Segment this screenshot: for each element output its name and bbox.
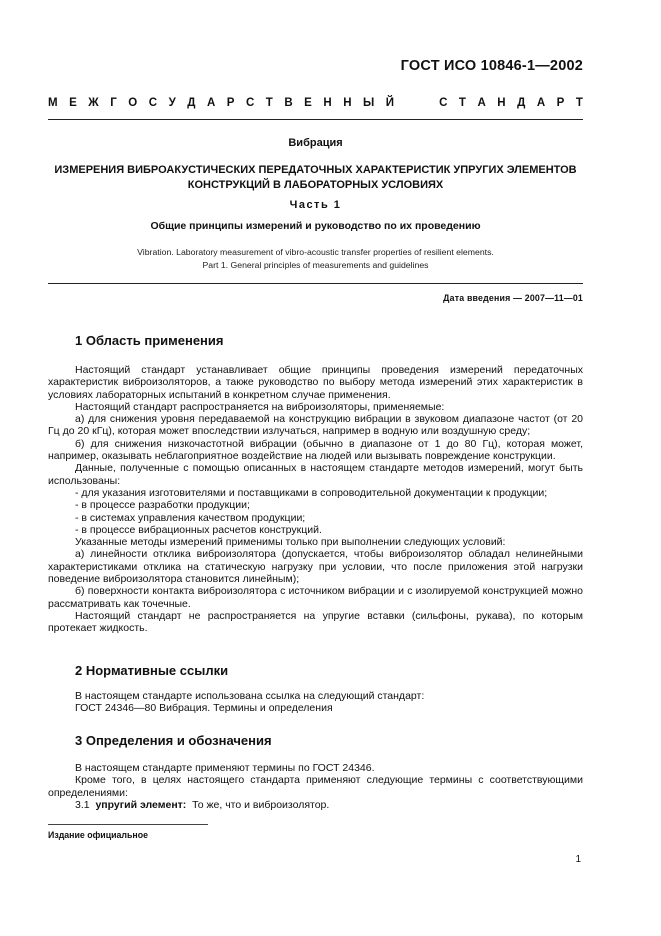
standard-type-heading <box>48 97 583 109</box>
introduction-date: Дата введения — 2007—11—01 <box>443 293 583 303</box>
letter: В <box>284 97 293 109</box>
letter: Т <box>458 97 466 109</box>
letter: О <box>128 97 138 109</box>
letter: Й <box>385 97 395 109</box>
letter: Е <box>69 97 77 109</box>
subtitle: Общие принципы измерений и руководство по их проведению <box>150 220 481 232</box>
english-title-line: Vibration. Laboratory measurement of vibro-acoustic transfer properties of resilient elements. <box>137 247 494 257</box>
letter: Р <box>556 97 565 109</box>
letter: Ж <box>88 97 99 109</box>
list-item: б) поверхности контакта виброизолятора с источником вибрации и с изолируемой конструкцией можно рассматривать как точечные. <box>48 585 583 610</box>
section-heading: 3 Определения и обозначения <box>75 733 272 748</box>
letter: Ы <box>363 97 375 109</box>
part-label: Часть 1 <box>289 199 342 211</box>
list-item: - в процессе вибрационных расчетов конструкций. <box>75 523 322 536</box>
english-title <box>48 246 583 272</box>
section-body <box>48 364 583 635</box>
english-title-line: Part 1. General principles of measurements and guidelines <box>202 260 429 270</box>
letter: Н <box>343 97 352 109</box>
main-title-line: ИЗМЕРЕНИЯ ВИБРОАКУСТИЧЕСКИХ ПЕРЕДАТОЧНЫХ ХАРАКТЕРИСТИК УПРУГИХ ЭЛЕМЕНТОВ <box>54 164 577 176</box>
letter: Р <box>226 97 235 109</box>
letter: Д <box>187 97 196 109</box>
letter: У <box>168 97 176 109</box>
letter: С <box>245 97 255 109</box>
letter: А <box>477 97 486 109</box>
list-item: а) для снижения уровня передаваемой на конструкцию вибрации в звуковом диапазоне частот (от 20 Гц до 20 кГц), которая может впоследствии излучаться, например в водную или воздушную среду; <box>48 413 583 438</box>
letter: Г <box>110 97 117 109</box>
paragraph: Указанные методы измерений применимы только при выполнении следующих условий: <box>75 536 506 549</box>
main-title-line: КОНСТРУКЦИЙ В ЛАБОРАТОРНЫХ УСЛОВИЯХ <box>187 179 444 191</box>
letter: А <box>206 97 216 109</box>
paragraph: Настоящий стандарт не распространяется на упругие вставки (сильфоны, рукава), по которым протекает жидкость. <box>48 609 583 635</box>
letter: С <box>148 97 158 109</box>
section-body <box>48 762 583 811</box>
paragraph: Настоящий стандарт устанавливает общие принципы проведения измерений передаточных характеристик виброизоляторов, а также руководство по выбору метода измерений этих характеристик в условиях лабораторных испытаний в конкретном случае применения. <box>48 364 583 401</box>
letter: Н <box>497 97 506 109</box>
main-title <box>48 163 583 193</box>
topic-title: Вибрация <box>288 137 343 149</box>
edition-label: Издание официальное <box>48 830 148 840</box>
document-code: ГОСТ ИСО 10846-1—2002 <box>400 58 583 74</box>
list-item: - для указания изготовителями и поставщиками в сопроводительной документации к продукции; <box>75 486 548 499</box>
section-heading: 2 Нормативные ссылки <box>75 663 229 678</box>
letter: Е <box>304 97 312 109</box>
word-gap <box>406 97 428 109</box>
term-text: То же, что и виброизолятор. <box>192 798 330 811</box>
letter: С <box>439 97 448 109</box>
letter: Д <box>517 97 526 109</box>
letter: М <box>48 97 58 109</box>
letter: Н <box>323 97 332 109</box>
paragraph: В настоящем стандарте использована ссылка на следующий стандарт: <box>75 690 425 702</box>
letter: Т <box>265 97 273 109</box>
footer-divider <box>48 824 208 825</box>
letter: Т <box>575 97 583 109</box>
list-item: а) линейности отклика виброизолятора (допускается, чтобы виброизолятор обладал нелинейными характеристиками отклика на статическую нагрузку при условии, что после приложения этой нагрузки поведение виброизолятора становится линейным); <box>48 548 583 586</box>
list-item: - в процессе разработки продукции; <box>75 499 250 512</box>
section-body <box>48 690 583 715</box>
letter: А <box>536 97 546 109</box>
paragraph: Данные, полученные с помощью описанных в настоящем стандарте методов измерений, могут быть использованы: <box>48 462 583 487</box>
section-heading: 1 Область применения <box>75 333 224 348</box>
term: упругий элемент: <box>95 798 187 811</box>
term-number: 3.1 <box>75 798 90 811</box>
paragraph: Кроме того, в целях настоящего стандарта применяют следующие термины с соответствующими определениями: <box>48 774 583 799</box>
reference-item: ГОСТ 24346—80 Вибрация. Термины и определения <box>75 702 333 715</box>
paragraph: Настоящий стандарт распространяется на виброизоляторы, применяемые: <box>75 400 445 413</box>
term-definition <box>48 799 583 811</box>
top-divider <box>48 119 583 120</box>
list-item: - в системах управления качеством продукции; <box>75 511 306 524</box>
paragraph: В настоящем стандарте применяют термины по ГОСТ 24346. <box>75 762 375 774</box>
list-item: б) для снижения низкочастотной вибрации (обычно в диапазоне от 1 до 80 Гц), которая может, например, оказывать неблагоприятное воздействие на людей или вызывать повреждение конструкции. <box>48 437 583 463</box>
page-number: 1 <box>575 854 581 865</box>
title-divider <box>48 283 583 284</box>
